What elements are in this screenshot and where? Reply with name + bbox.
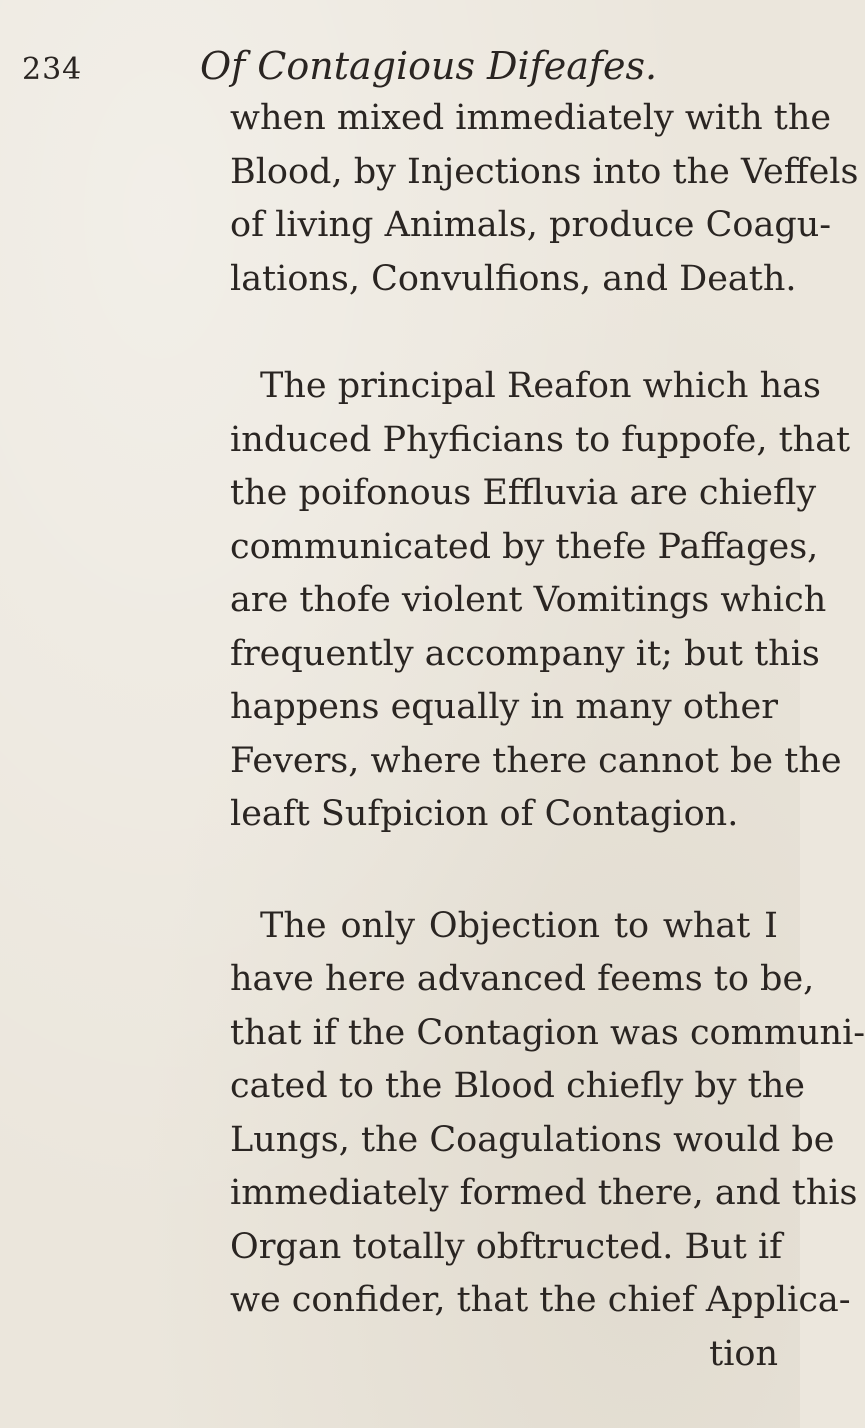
text-line: leaft Sufpicion of Contagion. [230, 794, 739, 834]
text-line: lations, Convulfions, and Death. [230, 258, 797, 299]
text-line: we confider, that the chief Applica- [230, 1280, 851, 1320]
running-head: Of Contagious Difeafes. [200, 44, 658, 88]
text-line: have here advanced feems to be, [230, 959, 815, 999]
text-line: Fevers, where there cannot be the [230, 740, 842, 781]
text-line: of living Animals, produce Coagu- [230, 205, 832, 245]
text-line: that if the Contagion was communi- [230, 1012, 865, 1053]
text-line: The only Objection to what I [260, 905, 778, 946]
paragraph-gap [230, 306, 778, 360]
text-line: frequently accompany it; but this [230, 633, 820, 674]
text-line: communicated by thefe Paffages, [230, 526, 819, 567]
page-number: 234 [22, 52, 83, 87]
text-line: Blood, by Injections into the Veffels [230, 151, 859, 192]
text-line: The principal Reafon which has [260, 366, 821, 406]
text-line: induced Phyficians to fuppofe, that [230, 419, 851, 460]
text-line: the poifonous Effluvia are chiefly [230, 473, 817, 513]
text-line: Lungs, the Coagulations would be [230, 1119, 835, 1160]
text-line: immediately formed there, and this [230, 1173, 858, 1213]
body-text [230, 92, 865, 1381]
text-line: when mixed immediately with the [230, 98, 832, 138]
text-line: are thofe violent Vomitings which [230, 580, 827, 620]
text-line: happens equally in many other [230, 687, 778, 727]
paragraph-gap [230, 842, 778, 900]
text-line: cated to the Blood chiefly by the [230, 1066, 805, 1106]
catchword: tion [709, 1333, 778, 1374]
text-line: Organ totally obftructed. But if [230, 1226, 783, 1267]
